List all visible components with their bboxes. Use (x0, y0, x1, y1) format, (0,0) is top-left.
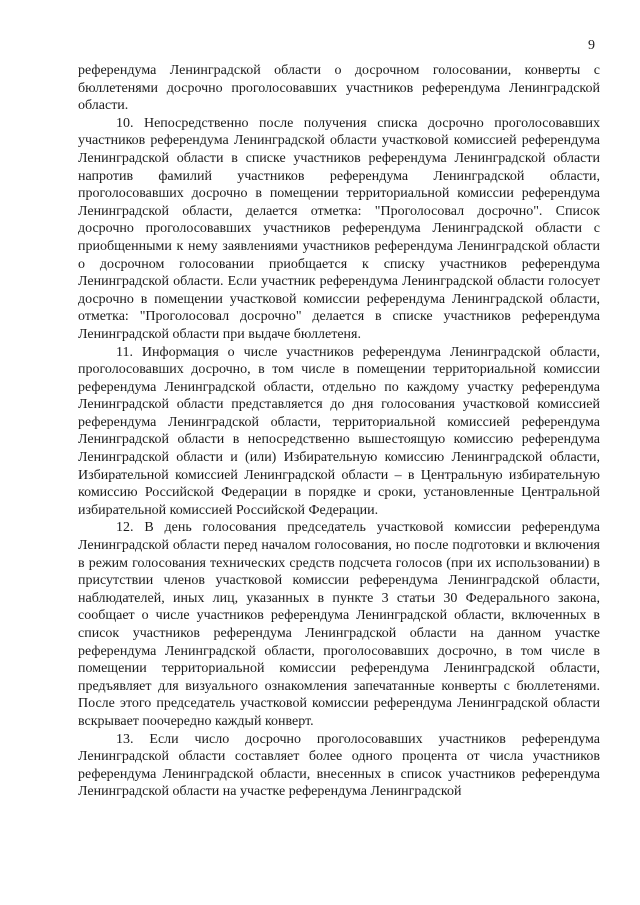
page-number: 9 (588, 38, 595, 53)
paragraph-item-10: 10. Непосредственно после получения списка досрочно проголосовавших участников референдума Ленинградской области участковой комиссией референдума Ленинградской области в списке участников референдума Ленинградской области напротив фамилий участников референдума Ленинградской области, проголосовавших досрочно в помещении территориальной комиссии референдума Ленинградской области, делается отметка: "Проголосовал досрочно". Список досрочно проголосовавших участников референдума Ленинградской области с приобщенными к нему заявлениями участников референдума Ленинградской области о досрочном голосовании приобщается к списку участников референдума Ленинградской области. Если участник референдума Ленинградской области голосует досрочно в помещении участковой комиссии референдума Ленинградской области, отметка: "Проголосовал досрочно" делается в списке участников референдума Ленинградской области при выдаче бюллетеня. (78, 115, 600, 342)
paragraph-item-13: 13. Если число досрочно проголосовавших участников референдума Ленинградской области составляет более одного процента от числа участников референдума Ленинградской области, внесенных в список участников референдума Ленинградской области на участке референдума Ленинградской (78, 731, 600, 800)
paragraph-item-11: 11. Информация о числе участников референдума Ленинградской области, проголосовавших досрочно, в том числе в помещении территориальной комиссии референдума Ленинградской области, отдельно по каждому участку референдума Ленинградской области представляется до дня голосования участковой комиссией референдума Ленинградской области, территориальной комиссией референдума Ленинградской области в непосредственно вышестоящую комиссию референдума Ленинградской области и (или) Избирательную комиссию Ленинградской области, Избирательной комиссией Ленинградской области – в Центральную избирательную комиссию Российской Федерации в порядке и сроки, установленные Центральной избирательной комиссией Российской Федерации. (78, 344, 600, 518)
paragraph-continuation: референдума Ленинградской области о досрочном голосовании, конверты с бюллетенями досрочно проголосовавших участников референдума Ленинградской области. (78, 63, 600, 114)
paragraph-item-12: 12. В день голосования председатель участковой комиссии референдума Ленинградской области перед началом голосования, но после подготовки и включения в режим голосования технических средств подсчета голосов (при их использовании) в присутствии членов участковой комиссии референдума Ленинградской области, наблюдателей, иных лиц, указанных в пункте 3 статьи 30 Федерального закона, сообщает о числе участников референдума Ленинградской области, включенных в список участников референдума Ленинградской области на данном участке референдума Ленинградской области, проголосовавших досрочно, в том числе в помещении территориальной комиссии референдума Ленинградской области, предъявляет для визуального ознакомления запечатанные конверты с бюллетенями. После этого председатель участковой комиссии референдума Ленинградской области вскрывает поочередно каждый конверт. (78, 520, 600, 729)
document-body (78, 62, 600, 801)
